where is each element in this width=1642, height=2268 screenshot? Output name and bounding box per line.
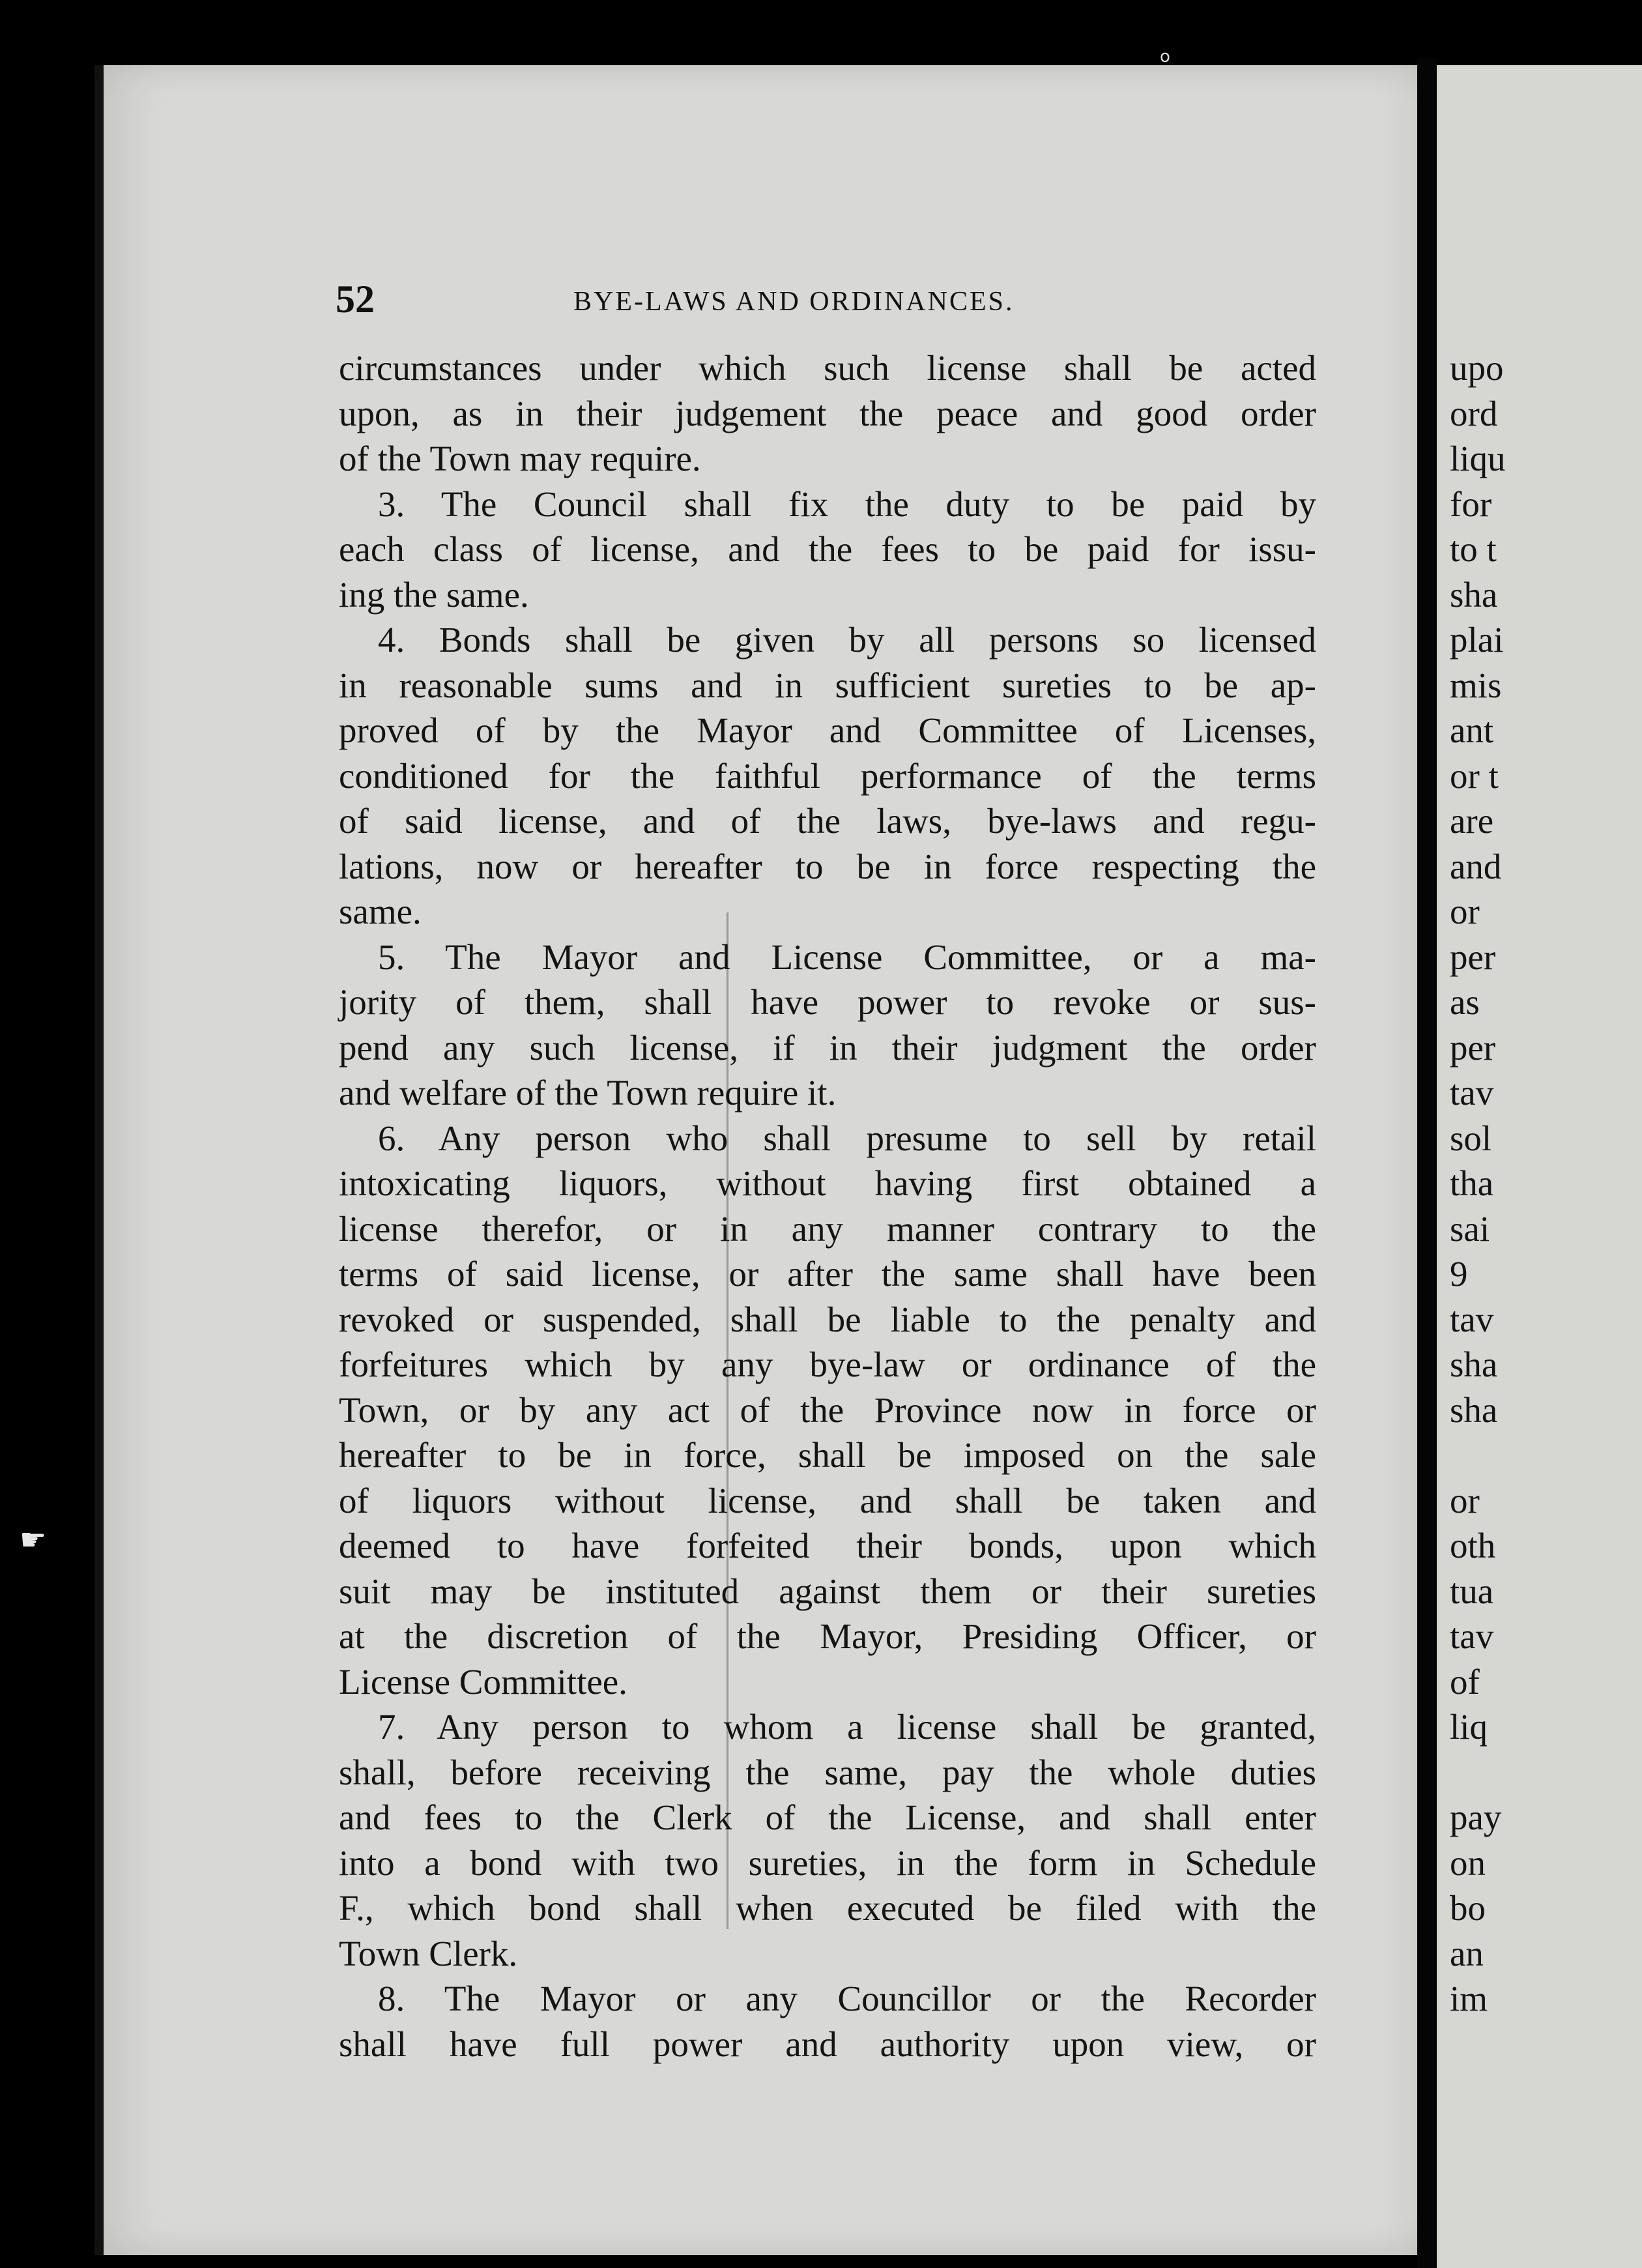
fragment-line — [1450, 1750, 1642, 1796]
fragment-line: im — [1450, 1979, 1488, 2018]
text-line: suit may be instituted against them or their sureties — [339, 1571, 1316, 1611]
fragment-line: sai — [1450, 1208, 1490, 1249]
text-line: pend any such license, if in their judgment the order — [339, 1027, 1316, 1068]
fragment-line: 9 — [1450, 1254, 1468, 1294]
fragment-line: bo — [1450, 1888, 1486, 1928]
right-page-fragments — [1450, 345, 1642, 2022]
text-line: lations, now or hereafter to be in force respecting the — [339, 846, 1316, 886]
text-line: F., which bond shall when executed be filed with the — [339, 1888, 1316, 1928]
text-line: shall have full power and authority upon view, or — [339, 2024, 1316, 2064]
text-line: of the Town may require. — [339, 439, 701, 478]
text-line: each class of license, and the fees to be paid for issu- — [339, 529, 1316, 569]
fragment-line: or — [1450, 892, 1480, 931]
text-line: forfeitures which by any bye-law or ordinance of the — [339, 1345, 1316, 1384]
fragment-line: tav — [1450, 1299, 1494, 1339]
text-line: proved of by the Mayor and Committee of Licenses, — [339, 710, 1316, 750]
text-line: into a bond with two sureties, in the form in Schedule — [339, 1842, 1316, 1883]
text-line: intoxicating liquors, without having first obtained a — [339, 1163, 1316, 1203]
fragment-line: per — [1450, 937, 1496, 977]
fragment-line: oth — [1450, 1526, 1496, 1565]
text-line: ing the same. — [339, 574, 529, 615]
fragment-line: mis — [1450, 665, 1502, 705]
fragment-line: tha — [1450, 1163, 1494, 1203]
fragment-line: as — [1450, 982, 1480, 1022]
text-line: Town Clerk. — [339, 1933, 518, 1973]
text-line: Town, or by any act of the Province now in force or — [339, 1389, 1316, 1430]
fragment-line: pay — [1450, 1797, 1502, 1837]
body-text — [339, 345, 1316, 2067]
text-line: same. — [339, 892, 422, 931]
fragment-line: liq — [1450, 1707, 1488, 1747]
running-head — [336, 277, 1313, 323]
fragment-line: to t — [1450, 529, 1497, 569]
text-line: license therefor, or in any manner contrary to the — [339, 1208, 1316, 1249]
page-title: BYE-LAWS AND ORDINANCES. — [573, 287, 1015, 317]
text-line: terms of said license, or after the same shall have been — [339, 1254, 1316, 1294]
book-gutter — [1417, 59, 1437, 2268]
page-number: 52 — [336, 278, 375, 321]
text-line: of liquors without license, and shall be taken and — [339, 1480, 1316, 1520]
text-line: conditioned for the faithful performance of the terms — [339, 755, 1316, 796]
text-line: 7. Any person to whom a license shall be granted, — [378, 1707, 1316, 1747]
text-line: jority of them, shall have power to revoke or sus- — [339, 982, 1316, 1022]
fragment-line: sha — [1450, 1389, 1498, 1430]
top-scan-mark: o — [1160, 47, 1170, 66]
text-line: 6. Any person who shall presume to sell by retail — [378, 1118, 1316, 1158]
fragment-line: sha — [1450, 1345, 1498, 1384]
fragment-line: liqu — [1450, 439, 1506, 478]
text-line: at the discretion of the Mayor, Presiding Officer, or — [339, 1616, 1316, 1656]
text-line: hereafter to be in force, shall be imposed on the sale — [339, 1435, 1316, 1475]
fragment-line: plai — [1450, 620, 1504, 660]
fragment-line: tav — [1450, 1073, 1494, 1112]
fragment-line: or t — [1450, 755, 1499, 796]
fragment-line: sol — [1450, 1118, 1492, 1158]
text-line: of said license, and of the laws, bye-laws and regu- — [339, 801, 1316, 841]
fragment-line: per — [1450, 1027, 1496, 1068]
fragment-line: for — [1450, 484, 1492, 524]
text-line: 5. The Mayor and License Committee, or a ma- — [378, 937, 1316, 977]
text-line: upon, as in their judgement the peace and good order — [339, 393, 1316, 433]
fragment-line: tav — [1450, 1616, 1494, 1656]
fragment-line: an — [1450, 1933, 1484, 1973]
fragment-line — [1450, 1432, 1642, 1478]
text-line: revoked or suspended, shall be liable to the penalty and — [339, 1299, 1316, 1339]
fragment-line: on — [1450, 1842, 1486, 1883]
fragment-line: upo — [1450, 348, 1504, 388]
fragment-line: are — [1450, 801, 1494, 841]
text-line: circumstances under which such license shall be acted — [339, 348, 1316, 388]
text-line: shall, before receiving the same, pay the whole duties — [339, 1752, 1316, 1792]
text-line: in reasonable sums and in sufficient sureties to be ap- — [339, 665, 1316, 705]
text-line: and welfare of the Town require it. — [339, 1073, 837, 1112]
text-line: 3. The Council shall fix the duty to be paid by — [378, 484, 1316, 524]
fragment-line: ord — [1450, 393, 1498, 433]
fragment-line: ant — [1450, 710, 1494, 750]
text-line: and fees to the Clerk of the License, and shall enter — [339, 1797, 1316, 1837]
fragment-line: and — [1450, 846, 1502, 886]
text-line: 4. Bonds shall be given by all persons so licensed — [378, 620, 1316, 660]
text-line: 8. The Mayor or any Councillor or the Recorder — [378, 1979, 1316, 2018]
text-line: License Committee. — [339, 1661, 627, 1702]
pointing-hand-icon: ☛ — [20, 1522, 47, 1557]
fragment-line: of — [1450, 1661, 1480, 1702]
fragment-line: sha — [1450, 574, 1498, 615]
text-line: deemed to have forfeited their bonds, upon which — [339, 1526, 1316, 1565]
fragment-line: or — [1450, 1480, 1480, 1520]
fragment-line: tua — [1450, 1571, 1494, 1611]
